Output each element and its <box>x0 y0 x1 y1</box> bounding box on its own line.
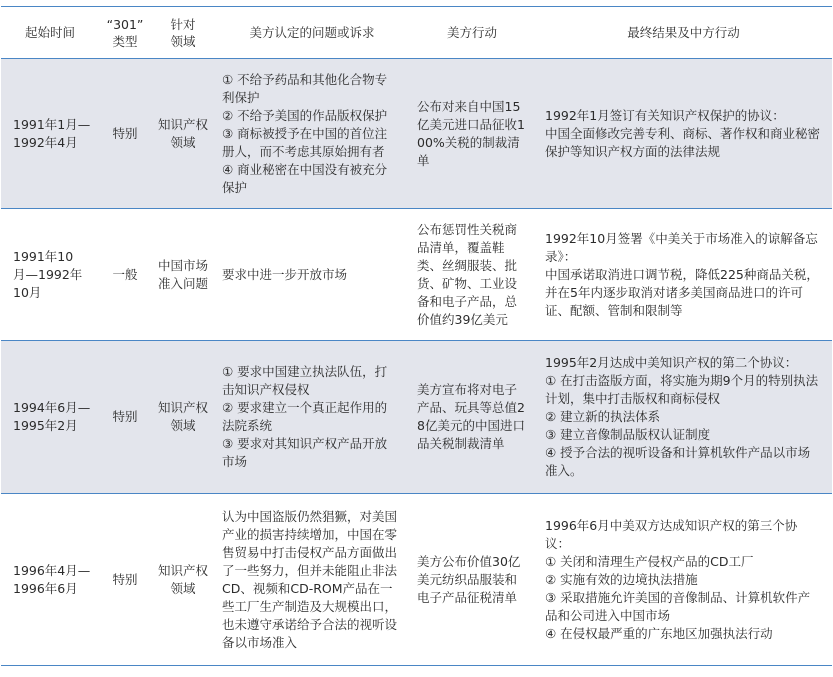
text-line: 1992年4月 <box>13 134 78 150</box>
table-row <box>1 494 832 666</box>
issue-item: ③ 商标被授予在中国的首位注册人，而不考虑其原始拥有者 <box>222 125 388 159</box>
text-line: 1995年2月 <box>13 418 78 433</box>
cell-type: 特别 <box>99 494 151 666</box>
cell-us-action: 公布对来自中国15亿美元进口品征收100%关税的制裁清单 <box>409 59 535 209</box>
header-type <box>99 7 151 59</box>
table-row <box>1 209 832 341</box>
cell-outcome <box>535 59 832 209</box>
cell-start-time <box>1 209 99 341</box>
cell-target <box>151 59 215 209</box>
cell-issues <box>215 59 409 209</box>
issue-item: ② 不给予美国的作品版权保护 <box>222 107 388 123</box>
cell-issues <box>215 494 409 666</box>
text-line: 知识产权 <box>157 562 208 578</box>
cell-us-action: 美方宣布将对电子产品、玩具等总值28亿美元的中国进口品关税制裁清单 <box>409 341 535 494</box>
text-line: 知识产权 <box>157 400 208 415</box>
cell-outcome <box>535 209 832 341</box>
text-line: 1996年4月— <box>13 562 91 578</box>
text-line: 类型 <box>112 33 138 49</box>
text-line: 针对 <box>170 16 196 32</box>
outcome-item: ④ 授予合法的视听设备和计算机软件产品以市场准入。 <box>545 445 811 478</box>
text-line: “301” <box>106 16 144 32</box>
cell-type: 特别 <box>99 59 151 209</box>
header-start-time: 起始时间 <box>1 7 99 59</box>
cell-us-action: 美方公布价值30亿美元纺织品服装和电子产品征税清单 <box>409 494 535 666</box>
text-line: 领域 <box>170 418 196 433</box>
cell-us-action: 公布惩罚性关税商品清单，覆盖鞋类、丝绸服装、批货、矿物、工业设备和电子产品，总价值约39亿美元 <box>409 209 535 341</box>
issue-item: ④ 商业秘密在中国没有被充分保护 <box>222 161 388 195</box>
issue-item: ② 要求建立一个真正起作用的法院系统 <box>222 400 388 433</box>
table-row <box>1 59 832 209</box>
text-line: 知识产权 <box>157 116 208 132</box>
table-row <box>1 341 832 494</box>
issue-item: ③ 要求对其知识产权产品开放市场 <box>222 436 388 469</box>
trade-301-table <box>1 6 832 666</box>
cell-outcome <box>535 494 832 666</box>
header-issues: 美方认定的问题或诉求 <box>215 7 409 59</box>
outcome-item: ② 实施有效的边境执法措施 <box>545 571 698 587</box>
text-line: 准入问题 <box>157 275 208 291</box>
text-line: 领域 <box>170 580 196 596</box>
header-target <box>151 7 215 59</box>
cell-type: 特别 <box>99 341 151 494</box>
text-line: 月—1992年 <box>13 266 83 282</box>
text-line: 1996年6月 <box>13 580 78 596</box>
outcome-item: 中国承诺取消进口调节税，降低225种商品关税，并在5年内逐步取消对诸多美国商品进口的许可证、配额、管制和限制等 <box>545 266 819 318</box>
outcome-item: ③ 采取措施允许美国的音像制品、计算机软件产品和公司进入中国市场 <box>545 589 811 623</box>
outcome-item: 中国全面修改完善专利、商标、著作权和商业秘密保护等知识产权方面的法律法规 <box>545 125 821 159</box>
cell-outcome <box>535 341 832 494</box>
text-line: 1994年6月— <box>13 400 91 415</box>
outcome-heading: 1992年1月签订有关知识产权保护的协议： <box>545 107 785 123</box>
text-line: 领域 <box>170 134 196 150</box>
outcome-item: ① 在打击盗版方面，将实施为期9个月的特别执法计划，集中打击版权和商标侵权 <box>545 373 819 406</box>
outcome-heading: 1996年6月中美双方达成知识产权的第三个协议： <box>545 517 798 551</box>
header-us-action: 美方行动 <box>409 7 535 59</box>
issue-item: ① 不给予药品和其他化合物专利保护 <box>222 71 388 105</box>
cell-start-time <box>1 494 99 666</box>
cell-target <box>151 494 215 666</box>
outcome-item: ③ 建立音像制品版权认证制度 <box>545 427 711 442</box>
text-line: 1991年1月— <box>13 116 91 132</box>
outcome-item: ① 关闭和清理生产侵权产品的CD工厂 <box>545 553 754 569</box>
text-line: 10月 <box>13 284 42 300</box>
outcome-heading: 1992年10月签署《中美关于市场准入的谅解备忘录》： <box>545 230 818 264</box>
header-row <box>1 7 832 59</box>
cell-type: 一般 <box>99 209 151 341</box>
cell-issues <box>215 209 409 341</box>
cell-start-time <box>1 59 99 209</box>
issue-item: 认为中国盗版仍然猖獗，对美国产业的损害持续增加，中国在零售贸易中打击侵权产品方面做出了一些努力，但并未能阻止非法CD、视频和CD-ROM产品在一些工厂生产制造及大规模出口，也未遵守承诺给予合法的视听设备以市场准入 <box>222 508 398 650</box>
header-outcome: 最终结果及中方行动 <box>535 7 832 59</box>
issue-item: 要求中进一步开放市场 <box>222 266 348 282</box>
issue-item: ① 要求中国建立执法队伍，打击知识产权侵权 <box>222 364 388 397</box>
text-line: 1991年10 <box>13 248 74 264</box>
outcome-item: ② 建立新的执法体系 <box>545 409 661 424</box>
cell-target <box>151 209 215 341</box>
cell-issues <box>215 341 409 494</box>
text-line: 领域 <box>170 33 196 49</box>
cell-start-time <box>1 341 99 494</box>
outcome-heading: 1995年2月达成中美知识产权的第二个协议： <box>545 355 798 370</box>
outcome-item: ④ 在侵权最严重的广东地区加强执法行动 <box>545 625 773 641</box>
cell-target <box>151 341 215 494</box>
text-line: 中国市场 <box>157 257 208 273</box>
